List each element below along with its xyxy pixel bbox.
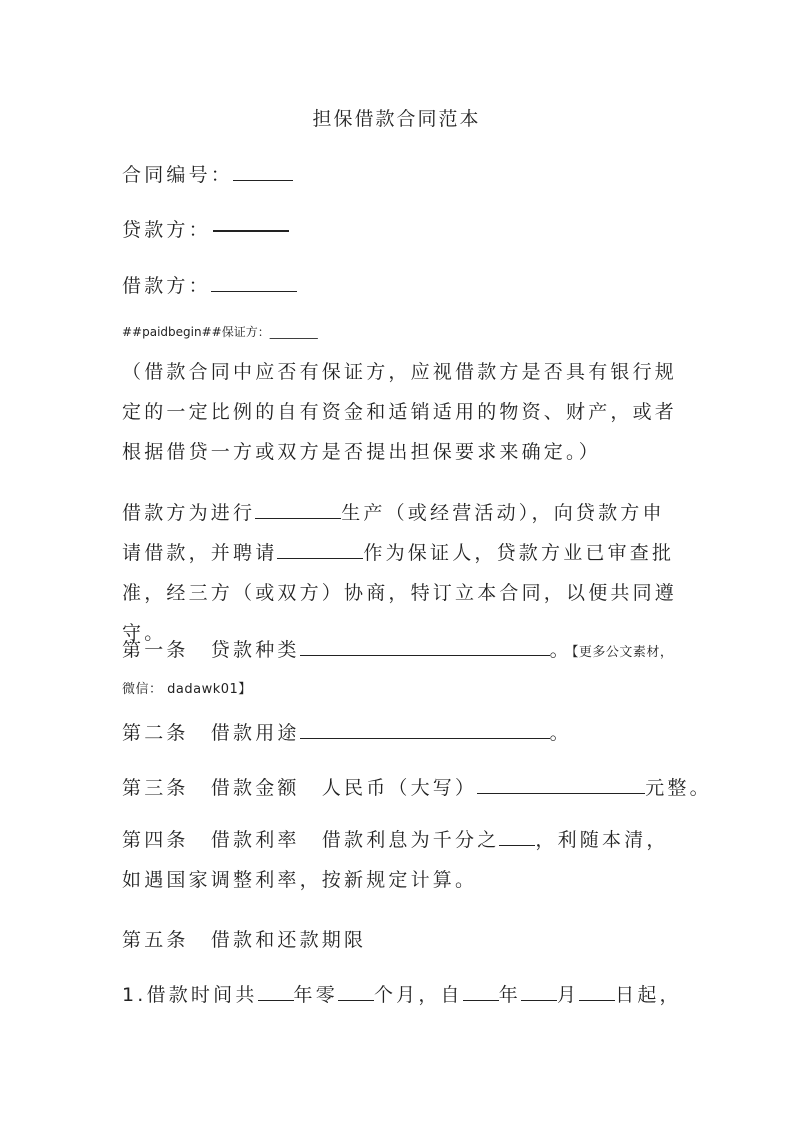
start-day-blank <box>579 984 615 1001</box>
contract-number-label: 合同编号： <box>122 164 234 186</box>
article-3-label: 第三条 借款金额 人民币（大写） <box>122 777 478 799</box>
article-5: 第五条 借款和还款期限 <box>122 929 367 951</box>
loan-type-blank <box>300 639 550 656</box>
contract-number-blank <box>233 164 293 181</box>
article-1 <box>122 633 682 707</box>
production-blank <box>255 502 341 519</box>
intro-part-2: 生产（或经营活动），向贷款方申请借款，并聘请 <box>122 502 665 564</box>
lender-label: 贷款方： <box>122 219 211 241</box>
guarantor-line: ##paidbegin##保证方：________ <box>122 325 318 339</box>
document-title: 担保借款合同范本 <box>312 108 481 130</box>
years-blank <box>258 984 294 1001</box>
article-1-end: 。 <box>549 639 572 661</box>
intro-part-3: 作为保证人，贷款方业已审查批准，经三方（或双方）协商，特订立本合同，以便共同遵守。 <box>122 542 678 644</box>
promo-note: 【更多公文素材，微信： dadawk01】 <box>122 645 674 697</box>
article-4 <box>122 820 682 900</box>
article-2-end: 。 <box>549 722 572 744</box>
article-2 <box>122 718 572 745</box>
borrower-label: 借款方： <box>122 275 211 297</box>
article-3 <box>122 773 712 800</box>
guarantor-note: （借款合同中应否有保证方，应视借款方是否具有银行规定的一定比例的自有资金和适销适用的物资、财产，或者根据借贷一方或双方是否提出担保要求来确定。） <box>122 361 678 463</box>
article-4-label: 第四条 借款利率 借款利息为千分之 <box>122 829 500 851</box>
borrower-blank <box>211 275 297 292</box>
article-1-label: 第一条 贷款种类 <box>122 639 300 661</box>
loan-amount-blank <box>477 777 645 794</box>
item-1-part-e: 月 <box>556 984 580 1006</box>
interest-rate-blank <box>499 829 535 846</box>
borrower-line <box>122 271 297 298</box>
lender-blank-dash <box>213 230 289 232</box>
start-year-blank <box>463 984 499 1001</box>
intro-part-1: 借款方为进行 <box>122 502 256 524</box>
guarantor-name-blank <box>277 542 363 559</box>
item-1-part-d: 年 <box>498 984 521 1006</box>
intro-paragraph <box>122 493 682 653</box>
lender-line <box>122 215 289 242</box>
article-2-label: 第二条 借款用途 <box>122 722 300 744</box>
loan-purpose-blank <box>300 722 550 739</box>
start-month-blank <box>521 984 557 1001</box>
article-4-rest: ，利随本清，如遇国家调整利率，按新规定计算。 <box>122 829 669 891</box>
item-1-part-b: 年零 <box>293 984 338 1006</box>
item-1 <box>122 980 682 1007</box>
item-1-part-c: 个月，自 <box>373 984 463 1006</box>
article-3-end: 元整。 <box>645 777 712 799</box>
item-1-part-f: 日起， <box>615 984 682 1006</box>
months-blank <box>338 984 374 1001</box>
contract-number-line <box>122 160 293 187</box>
item-1-part-a: 1.借款时间共 <box>122 984 258 1006</box>
